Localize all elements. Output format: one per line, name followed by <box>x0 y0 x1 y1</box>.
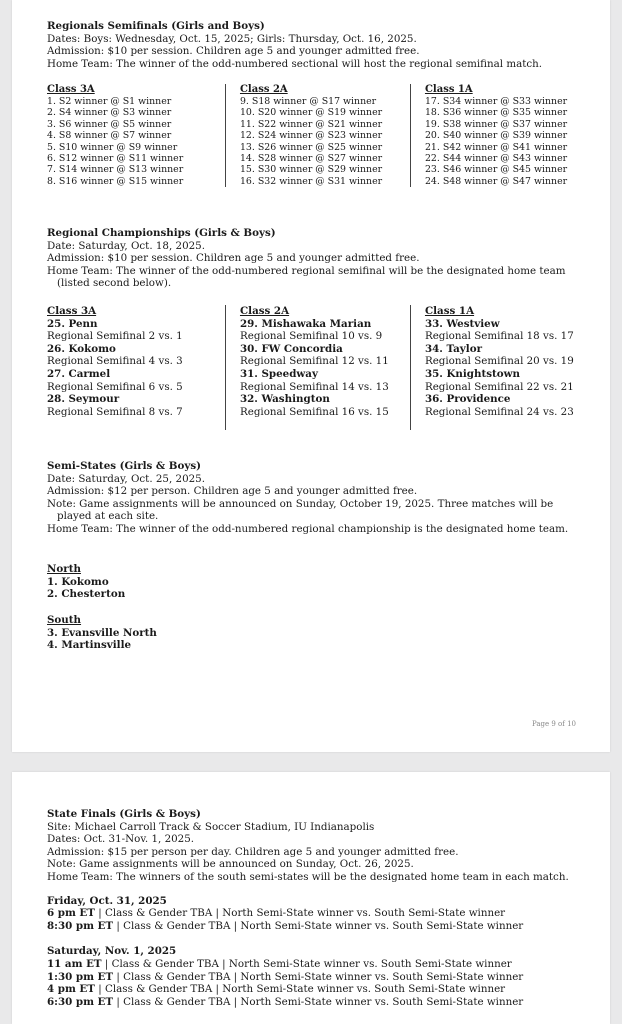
document-page-10 <box>12 772 610 1024</box>
regional-site: 31. Speedway <box>239 367 318 380</box>
regional-site: 25. Penn <box>47 317 98 330</box>
group-heading: South <box>47 614 82 626</box>
regional-site: 26. Kokomo <box>47 342 116 355</box>
regional-site: 30. FW Concordia <box>239 342 343 355</box>
section-line: Note: Game assignments will be announced on Sunday, Oct. 26, 2025. <box>47 858 414 871</box>
regional-site: 27. Carmel <box>47 367 111 380</box>
section-line: Dates: Boys: Wednesday, Oct. 15, 2025; Girls: Thursday, Oct. 16, 2025. <box>47 32 417 45</box>
game-desc: | Class & Gender TBA | North Semi-State winner vs. South Semi-State winner <box>113 919 524 932</box>
regional-match: Regional Semifinal 24 vs. 23 <box>424 405 574 418</box>
regional-site: 28. Seymour <box>47 393 120 406</box>
regional-site: 29. Mishawaka Marian <box>239 317 372 330</box>
list-item: 7. S14 winner @ S13 winner <box>47 164 184 176</box>
list-item: 19. S38 winner @ S37 winner <box>424 118 568 130</box>
class-1a-column <box>410 84 587 187</box>
game-desc: | Class & Gender TBA | North Semi-State winner vs. South Semi-State winner <box>101 957 512 970</box>
game-time: 6 pm ET <box>47 907 95 920</box>
regional-championships-section <box>47 227 587 290</box>
list-item: 22. S44 winner @ S43 winner <box>424 153 568 165</box>
regional-match: Regional Semifinal 8 vs. 7 <box>47 405 183 418</box>
column-heading: Class 2A <box>239 305 290 317</box>
list-item: 17. S34 winner @ S33 winner <box>424 96 568 107</box>
section-line: Home Team: The winner of the odd-numbered regional semifinal will be the designated home team (listed second below). <box>47 264 566 290</box>
game-row <box>47 958 587 971</box>
list-item: 2. Chesterton <box>47 588 126 601</box>
column-heading: Class 1A <box>424 305 475 317</box>
document-page-9 <box>12 0 610 752</box>
game-desc: | Class & Gender TBA | North Semi-State winner vs. South Semi-State winner <box>94 983 506 996</box>
north-group <box>47 563 347 601</box>
class-1a-column <box>410 305 587 430</box>
section-title: Regional Championships (Girls & Boys) <box>47 227 276 239</box>
regional-match: Regional Semifinal 10 vs. 9 <box>239 330 383 343</box>
regional-semifinals-section <box>47 20 587 70</box>
day-heading: Saturday, Nov. 1, 2025 <box>47 945 177 958</box>
regional-site: 32. Washington <box>239 393 330 406</box>
page-number: Page 9 of 10 <box>531 720 576 728</box>
section-line: Date: Saturday, Oct. 18, 2025. <box>47 239 205 252</box>
section-line: Home Team: The winners of the south semi-states will be the designated home team in each match. <box>47 870 569 883</box>
regional-match: Regional Semifinal 12 vs. 11 <box>239 355 389 368</box>
list-item: 2. S4 winner @ S3 winner <box>47 107 172 119</box>
game-desc: | Class & Gender TBA | North Semi-State winner vs. South Semi-State winner <box>94 907 506 920</box>
list-item: 20. S40 winner @ S39 winner <box>424 130 568 142</box>
regional-match: Regional Semifinal 16 vs. 15 <box>239 405 389 418</box>
section-line: Site: Michael Carroll Track & Soccer Stadium, IU Indianapolis <box>47 820 375 833</box>
section-line: Admission: $10 per session. Children age 5 and younger admitted free. <box>47 45 420 58</box>
list-item: 16. S32 winner @ S31 winner <box>239 175 383 187</box>
list-item: 1. S2 winner @ S1 winner <box>47 96 172 107</box>
class-3a-column <box>47 84 225 187</box>
friday-schedule <box>47 895 587 933</box>
list-item: 4. S8 winner @ S7 winner <box>47 130 172 142</box>
section-title: State Finals (Girls & Boys) <box>47 808 201 820</box>
section-title: Regionals Semifinals (Girls and Boys) <box>47 20 265 32</box>
list-item: 23. S46 winner @ S45 winner <box>424 164 568 176</box>
list-item: 15. S30 winner @ S29 winner <box>239 164 383 176</box>
section-line: Home Team: The winner of the odd-numbered sectional will host the regional semifinal match. <box>47 57 543 70</box>
regional-site: 36. Providence <box>424 393 511 406</box>
column-heading: Class 2A <box>239 84 288 95</box>
list-item: 18. S36 winner @ S35 winner <box>424 107 568 119</box>
section-line: Dates: Oct. 31-Nov. 1, 2025. <box>47 833 195 846</box>
section-line: Admission: $12 per person. Children age 5 and younger admitted free. <box>47 485 418 498</box>
group-heading: North <box>47 563 81 575</box>
game-time: 8:30 pm ET <box>47 919 114 932</box>
list-item: 11. S22 winner @ S21 winner <box>239 118 383 130</box>
south-group <box>47 614 347 652</box>
game-time: 1:30 pm ET <box>47 970 114 983</box>
list-item: 9. S18 winner @ S17 winner <box>239 96 377 107</box>
list-item: 21. S42 winner @ S41 winner <box>424 141 568 153</box>
section-title: Semi-States (Girls & Boys) <box>47 460 202 472</box>
game-desc: | Class & Gender TBA | North Semi-State winner vs. South Semi-State winner <box>113 970 524 983</box>
game-row <box>47 996 587 1009</box>
regional-semifinals-columns <box>47 84 587 187</box>
section-line: Date: Saturday, Oct. 25, 2025. <box>47 472 205 485</box>
section-line: Admission: $10 per session. Children age 5 and younger admitted free. <box>47 252 420 265</box>
column-heading: Class 1A <box>424 84 473 95</box>
game-time: 11 am ET <box>47 957 102 970</box>
day-heading: Friday, Oct. 31, 2025 <box>47 894 167 907</box>
list-item: 13. S26 winner @ S25 winner <box>239 141 383 153</box>
list-item: 8. S16 winner @ S15 winner <box>47 175 184 187</box>
class-3a-column <box>47 305 225 430</box>
section-line: Note: Game assignments will be announced on Sunday, October 19, 2025. Three matches will be played at each site. <box>47 497 554 523</box>
list-item: 5. S10 winner @ S9 winner <box>47 141 178 153</box>
regional-championships-columns <box>47 305 587 430</box>
list-item: 12. S24 winner @ S23 winner <box>239 130 383 142</box>
regional-match: Regional Semifinal 6 vs. 5 <box>47 380 183 393</box>
column-heading: Class 3A <box>47 84 95 95</box>
section-line: Home Team: The winner of the odd-numbered regional championship is the designated home team. <box>47 522 569 535</box>
class-2a-column <box>225 305 410 430</box>
class-2a-column <box>225 84 410 187</box>
regional-match: Regional Semifinal 4 vs. 3 <box>47 355 183 368</box>
list-item: 14. S28 winner @ S27 winner <box>239 153 383 165</box>
regional-match: Regional Semifinal 18 vs. 17 <box>424 330 574 343</box>
regional-site: 33. Westview <box>424 317 500 330</box>
regional-match: Regional Semifinal 14 vs. 13 <box>239 380 389 393</box>
regional-match: Regional Semifinal 20 vs. 19 <box>424 355 574 368</box>
column-heading: Class 3A <box>47 305 97 317</box>
list-item: 6. S12 winner @ S11 winner <box>47 153 184 165</box>
list-item: 4. Martinsville <box>47 639 132 652</box>
game-row <box>47 983 587 996</box>
section-line: Admission: $15 per person per day. Children age 5 and younger admitted free. <box>47 845 459 858</box>
game-row <box>47 971 587 984</box>
list-item: 3. S6 winner @ S5 winner <box>47 118 172 130</box>
game-row <box>47 920 587 933</box>
game-time: 6:30 pm ET <box>47 995 114 1008</box>
game-row <box>47 907 587 920</box>
regional-match: Regional Semifinal 2 vs. 1 <box>47 330 183 343</box>
list-item: 1. Kokomo <box>47 575 109 588</box>
saturday-schedule <box>47 945 587 1008</box>
semi-states-section <box>47 460 587 536</box>
list-item: 10. S20 winner @ S19 winner <box>239 107 383 119</box>
state-finals-section <box>47 808 587 1008</box>
game-time: 4 pm ET <box>47 983 95 996</box>
regional-match: Regional Semifinal 22 vs. 21 <box>424 380 574 393</box>
regional-site: 35. Knightstown <box>424 367 521 380</box>
list-item: 24. S48 winner @ S47 winner <box>424 175 568 187</box>
regional-site: 34. Taylor <box>424 342 482 355</box>
list-item: 3. Evansville North <box>47 626 157 639</box>
game-desc: | Class & Gender TBA | North Semi-State winner vs. South Semi-State winner <box>113 995 524 1008</box>
